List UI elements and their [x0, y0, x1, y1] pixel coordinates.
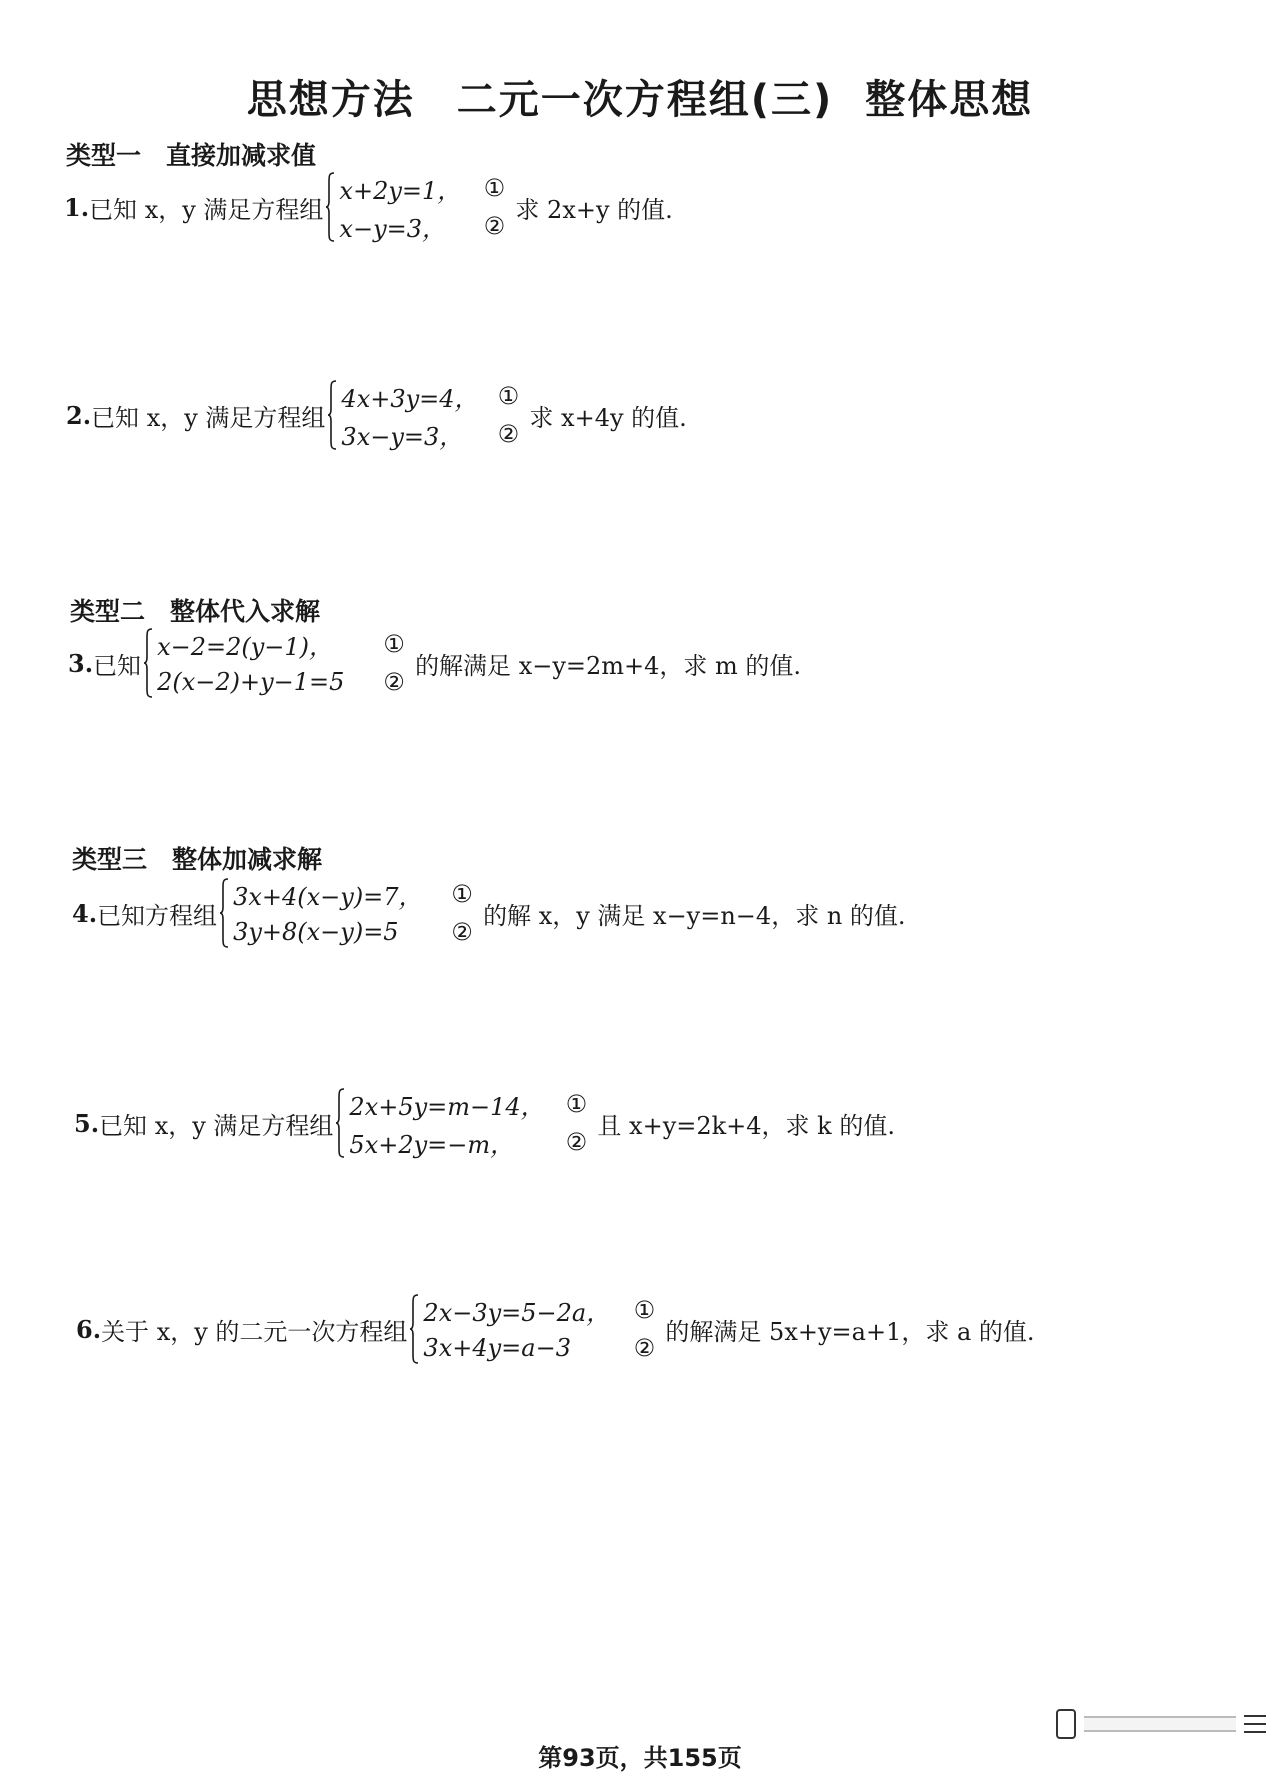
problem-5 [74, 1088, 895, 1158]
problem-prefix: 已知 [93, 651, 142, 680]
circled-two-label: ② [633, 1334, 656, 1362]
menu-lines-icon[interactable] [1244, 1715, 1266, 1733]
equation-2: x−y=3， [339, 214, 447, 243]
left-brace-icon [143, 628, 153, 698]
circled-one-label: ① [383, 630, 405, 658]
type-heading-2: 类型二 整体代入求解 [70, 597, 321, 626]
problem-question: 且 x+y=2k+4，求 k 的值. [597, 1111, 895, 1140]
equation-2: 5x+2y=−m， [349, 1130, 515, 1159]
left-brace-icon [327, 380, 337, 450]
equation-2: 3y+8(x−y)=5 [233, 918, 399, 946]
problem-prefix: 已知 x，y 满足方程组 [91, 403, 326, 432]
circled-two-label: ② [565, 1128, 588, 1156]
equation-1: x−2=2(y−1)， [157, 632, 334, 661]
problem-question: 的解满足 x−y=2m+4，求 m 的值. [415, 651, 802, 680]
equation-2: 2(x−2)+y−1=5 [157, 668, 345, 696]
type-heading-3: 类型三 整体加减求解 [72, 845, 323, 874]
problem-4 [72, 878, 906, 948]
problem-6 [76, 1294, 1035, 1364]
problem-prefix: 关于 x，y 的二元一次方程组 [101, 1317, 408, 1346]
problem-1 [64, 172, 673, 242]
problem-number: 1. [64, 192, 90, 222]
problem-question: 求 x+4y 的值. [529, 403, 687, 432]
scrollbar-handle-icon[interactable] [1056, 1709, 1076, 1739]
problem-number: 2. [66, 400, 92, 430]
problem-question: 的解满足 5x+y=a+1，求 a 的值. [665, 1317, 1035, 1346]
circled-one-label: ① [633, 1296, 656, 1324]
circled-one-label: ① [451, 880, 473, 908]
problem-number: 4. [72, 898, 98, 928]
circled-one-label: ① [565, 1090, 588, 1118]
problem-question: 求 2x+y 的值. [515, 195, 673, 224]
left-brace-icon [335, 1088, 345, 1158]
left-brace-icon [325, 172, 335, 242]
equation-system [219, 878, 477, 948]
equation-1: 4x+3y=4， [341, 384, 479, 413]
problem-prefix: 已知 x，y 满足方程组 [99, 1111, 334, 1140]
scrollbar-track[interactable] [1084, 1716, 1236, 1732]
problem-3 [68, 628, 801, 698]
left-brace-icon [409, 1294, 419, 1364]
equation-system [325, 172, 509, 242]
equation-1: 2x+5y=m−14， [349, 1092, 545, 1121]
equation-1: x+2y=1， [339, 176, 462, 205]
problem-number: 3. [68, 648, 94, 678]
page-title: 思想方法 二元一次方程组(三) 整体思想 [246, 77, 1034, 123]
problem-2 [66, 380, 687, 450]
equation-system [335, 1088, 591, 1158]
equation-2: 3x−y=3， [341, 422, 464, 451]
equation-system [327, 380, 523, 450]
equation-2: 3x+4y=a−3 [423, 1334, 571, 1362]
circled-one-label: ① [483, 174, 506, 202]
left-brace-icon [219, 878, 229, 948]
circled-one-label: ① [497, 382, 520, 410]
circled-two-label: ② [497, 420, 520, 448]
circled-two-label: ② [383, 668, 405, 696]
equation-1: 2x−3y=5−2a， [423, 1298, 611, 1327]
equation-system [143, 628, 409, 698]
problem-prefix: 已知 x，y 满足方程组 [89, 195, 324, 224]
problem-prefix: 已知方程组 [97, 901, 218, 930]
problem-number: 5. [74, 1108, 100, 1138]
equation-system [409, 1294, 659, 1364]
circled-two-label: ② [483, 212, 506, 240]
problem-question: 的解 x，y 满足 x−y=n−4，求 n 的值. [483, 901, 906, 930]
equation-1: 3x+4(x−y)=7， [233, 882, 423, 911]
type-heading-1: 类型一 直接加减求值 [66, 141, 317, 170]
problem-number: 6. [76, 1314, 102, 1344]
circled-two-label: ② [451, 918, 473, 946]
page-indicator: 第93页，共155页 [538, 1744, 742, 1772]
